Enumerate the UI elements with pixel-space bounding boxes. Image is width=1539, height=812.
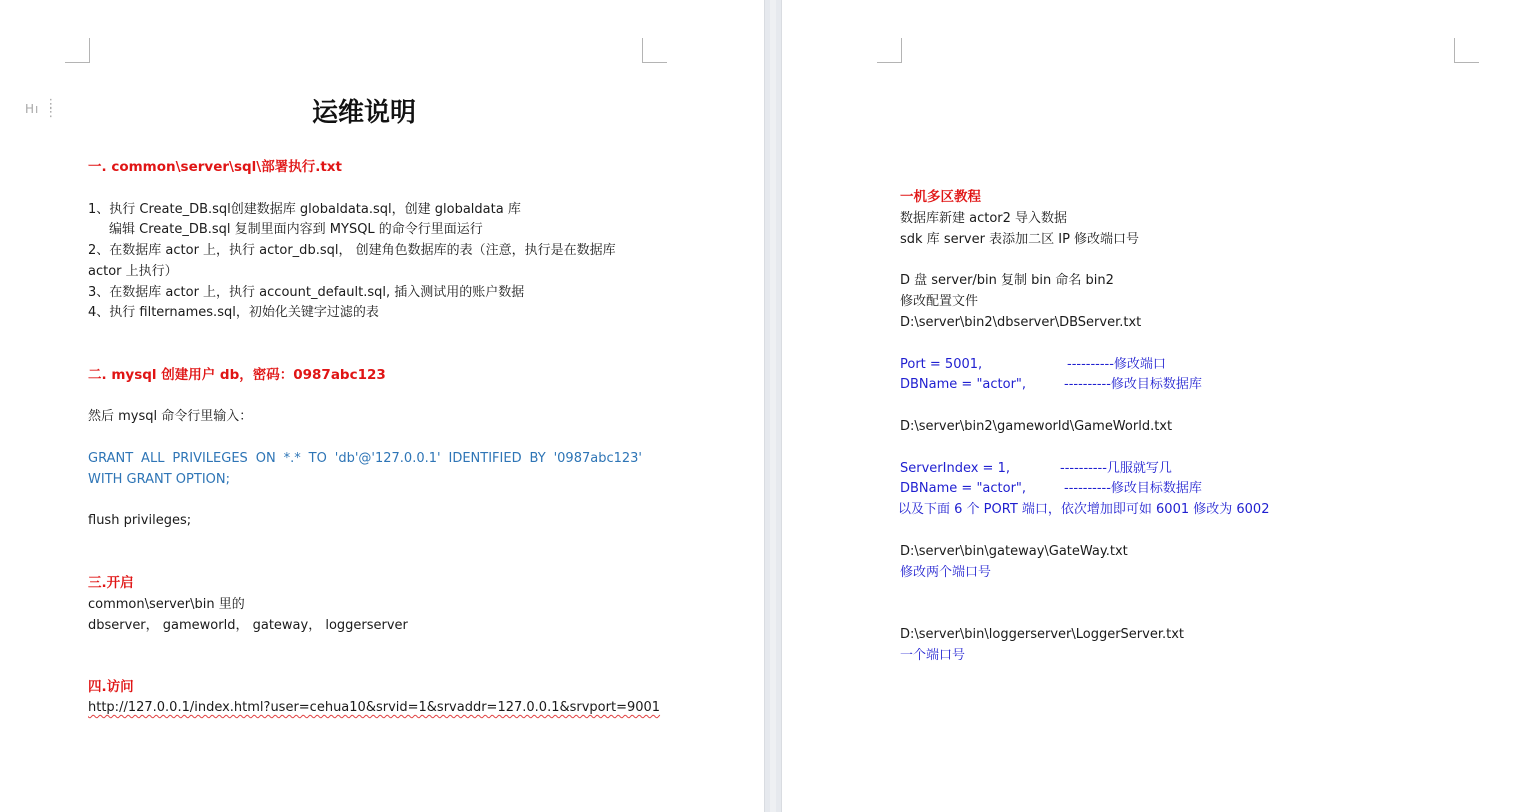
access-url-link[interactable]: http://127.0.0.1/index.html?user=cehua10&srvid=1&srvaddr=127.0.0.1&srvport=9001 <box>88 700 661 715</box>
port-config-note: ----------修改端口 <box>1067 357 1166 372</box>
step-4-line: 4、执行 filternames.sql，初始化关键字过滤的表 <box>88 305 379 320</box>
step-1-sub-line: 编辑 Create_DB.sql 复制里面内容到 MYSQL 的命令行里面运行 <box>109 222 483 237</box>
dbname2-config-note: ----------修改目标数据库 <box>1064 481 1202 496</box>
step-1-line: 1、执行 Create_DB.sql创建数据库 globaldata.sql，创建 globaldata 库 <box>88 202 521 217</box>
mysql-intro-line: 然后 mysql 命令行里输入： <box>88 409 253 424</box>
bin-path-line: common\server\bin 里的 <box>88 597 245 612</box>
multi-zone-heading: 一机多区教程 <box>900 189 981 205</box>
dbname2-config-key: DBName = "actor", <box>900 481 1027 496</box>
document-page-left <box>0 0 764 812</box>
serverindex-config-key: ServerIndex = 1, <box>900 461 1010 476</box>
document-page-right <box>782 0 1539 812</box>
serverindex-config-note: ----------几服就写几 <box>1060 461 1172 476</box>
gameworld-path-line: D:\server\bin2\gameworld\GameWorld.txt <box>900 419 1173 434</box>
copy-bin-line: D 盘 server/bin 复制 bin 命名 bin2 <box>900 273 1114 288</box>
flush-sql-statement: flush privileges; <box>88 513 192 528</box>
grant-sql-statement: GRANT ALL PRIVILEGES ON *.* TO 'db'@'127.0.0.1' IDENTIFIED BY '0987abc123' WITH GRANT OPTION; <box>88 451 642 487</box>
drag-dots-icon: ⋮⋮ <box>44 97 59 120</box>
section-heading-3: 三.开启 <box>88 575 134 591</box>
step-2-line: 2、在数据库 actor 上，执行 actor_db.sql， 创建角色数据库的表（注意，执行是在数据库 <box>88 243 616 258</box>
dbname-config-note: ----------修改目标数据库 <box>1064 377 1202 392</box>
page-corner-marker <box>1454 38 1479 63</box>
page-corner-marker <box>65 38 90 63</box>
section-heading-4: 四.访问 <box>88 679 134 695</box>
edit-config-line: 修改配置文件 <box>900 294 979 309</box>
gateway-path-line: D:\server\bin\gateway\GateWay.txt <box>900 544 1128 559</box>
loggerserver-port-line: 一个端口号 <box>900 648 966 663</box>
dbserver-path-line: D:\server\bin2\dbserver\DBServer.txt <box>900 315 1142 330</box>
step-2-continued-line: actor 上执行） <box>88 264 178 279</box>
dbname-config-key: DBName = "actor", <box>900 377 1027 392</box>
server-list-line: dbserver， gameworld， gateway， loggerserver <box>88 618 408 633</box>
page-gutter <box>764 0 782 812</box>
document-title: 运维说明 <box>311 98 416 128</box>
page-corner-marker <box>877 38 902 63</box>
step-3-line: 3、在数据库 actor 上，执行 account_default.sql, 插入测试用的账户数据 <box>88 285 525 300</box>
heading-style-icon: Hı <box>25 102 40 116</box>
section-heading-1: 一. common\server\sql\部署执行.txt <box>88 159 342 175</box>
section-heading-2: 二. mysql 创建用户 db，密码：0987abc123 <box>88 367 386 383</box>
port-increment-line: 以及下面 6 个 PORT 端口，依次增加即可如 6001 修改为 6002 <box>898 502 1270 517</box>
page-corner-marker <box>642 38 667 63</box>
gateway-ports-line: 修改两个端口号 <box>900 565 992 580</box>
create-db-line: 数据库新建 actor2 导入数据 <box>900 211 1068 226</box>
loggerserver-path-line: D:\server\bin\loggerserver\LoggerServer.txt <box>900 627 1185 642</box>
port-config-key: Port = 5001, <box>900 357 983 372</box>
sdk-server-line: sdk 库 server 表添加二区 IP 修改端口号 <box>900 232 1140 247</box>
